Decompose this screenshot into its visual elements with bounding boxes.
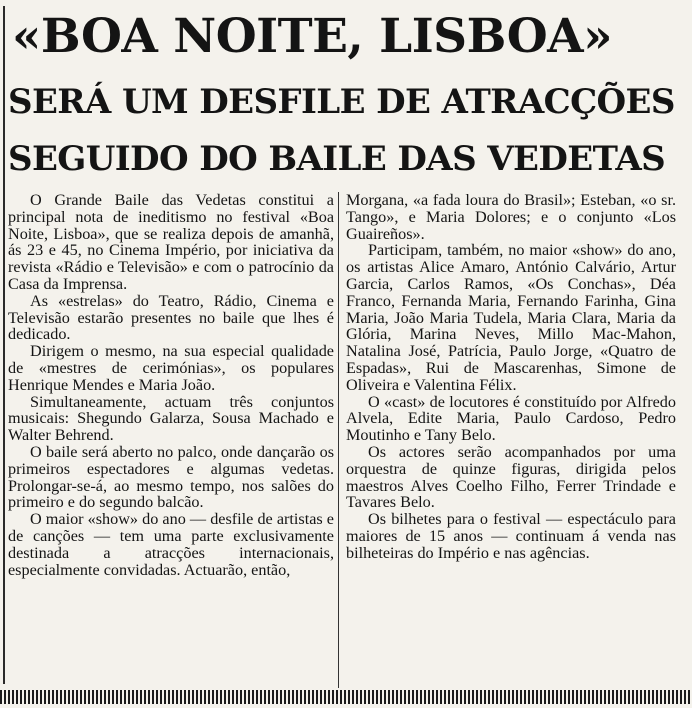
subheadline-line-2: SEGUIDO DO BAILE DAS VEDETAS	[8, 139, 666, 179]
column-divider	[338, 192, 339, 688]
article-column-left	[8, 192, 334, 578]
paragraph: Os bilhetes para o festival — espectáculo para maiores de 15 anos — continuam á venda nas bilheteiras do Império e nas agências.	[346, 510, 676, 562]
paragraph: Simultaneamente, actuam três conjuntos musicais: Shegundo Galarza, Sousa Machado e Walter Behrend.	[8, 392, 334, 445]
paragraph: O Grande Baile das Vedetas constitui a principal nota de ineditismo no festival «Boa Noite, Lisboa», que se realiza depois de amanhã, ás 23 e 45, no Cinema Império, por iniciativa da revista «Rádio e Televisão» e com o patrocínio da Casa da Imprensa.	[8, 191, 334, 293]
subheadline-line-1: SERÁ UM DESFILE DE ATRACÇÕES	[8, 82, 675, 122]
left-border-rule	[3, 6, 5, 684]
paragraph: O baile será aberto no palco, onde dançarão os primeiros espectadores e algumas vedetas. Prolongar-se-á, ao mesmo tempo, nos salões do primeiro e do segundo balcão.	[8, 442, 334, 512]
article-column-right	[346, 192, 676, 562]
paragraph: O «cast» de locutores é constituído por Alfredo Alvela, Edite Maria, Paulo Cardoso, Pedro Moutinho e Tany Belo.	[346, 392, 676, 445]
bottom-decorative-border	[0, 690, 692, 704]
paragraph: Participam, também, no maior «show» do ano, os artistas Alice Amaro, António Calvário, Artur Garcia, Carlos Ramos, «Os Conchas», Déa Franco, Fernanda Maria, Fernando Farinha, Gina Maria, João Maria Tudela, Maria Clara, Maria da Glória, Marina Neves, Millo Mac-Mahon, Natalina José, Patrícia, Paulo Jorge, «Quatro de Espadas», Rui de Mascarenhas, Simone de Oliveira e Valentina Félix.	[346, 241, 676, 394]
paragraph: Os actores serão acompanhados por uma orquestra de quinze figuras, dirigida pelos maestros Alves Coelho Filho, Ferrer Trindade e Tavares Belo.	[346, 442, 676, 512]
headline: «BOA NOITE, LISBOA»	[12, 9, 613, 64]
paragraph: Dirigem o mesmo, na sua especial qualidade de «mestres de cerimónias», os populares Henrique Mendes e Maria João.	[8, 342, 334, 394]
paragraph: As «estrelas» do Teatro, Rádio, Cinema e Televisão estarão presentes no baile que lhes é dedicado.	[8, 291, 334, 344]
paragraph: O maior «show» do ano — desfile de artistas e de canções — tem uma parte exclusivamente destinada a atracções internacionais, especialmente convidadas. Actuarão, então,	[8, 510, 334, 579]
paragraph: Morgana, «a fada loura do Brasil»; Esteban, «o sr. Tango», e Maria Dolores; e o conjunto «Los Guaireños».	[346, 191, 676, 243]
